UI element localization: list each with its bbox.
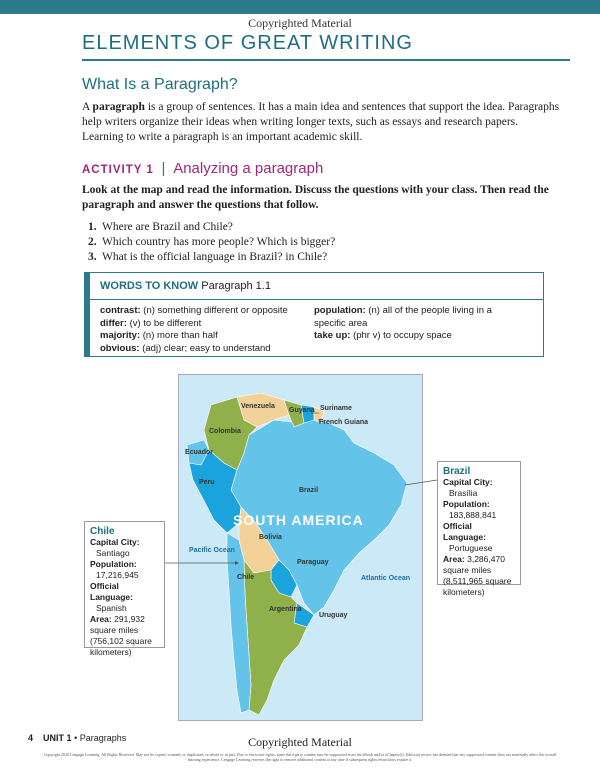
activity-title: Analyzing a paragraph — [173, 160, 324, 177]
vocab-word: take up: — [314, 330, 351, 341]
vocab-def: (v) to be different — [129, 317, 202, 329]
label-suriname: Suriname — [320, 405, 352, 412]
label-atlantic-ocean: Atlantic Ocean — [361, 575, 411, 582]
brazil-connector-line — [405, 480, 437, 485]
question-text: Where are Brazil and Chile? — [102, 221, 233, 233]
question-text: Which country has more people? Which is bigger? — [102, 236, 336, 248]
chile-population-label: Population: — [90, 559, 137, 569]
brazil-capital-label: Capital City: — [443, 477, 493, 487]
section-title: What Is a Paragraph? — [82, 76, 238, 93]
unit-label: UNIT 1 — [43, 733, 72, 743]
vocab-word: contrast: — [100, 305, 141, 316]
label-bolivia: Bolivia — [259, 534, 282, 541]
label-paraguay: Paraguay — [297, 559, 329, 566]
label-brazil: Brazil — [299, 487, 319, 494]
label-colombia: Colombia — [209, 428, 241, 435]
label-uruguay: Uruguay — [319, 612, 348, 619]
brazil-language-label: Official Language: — [443, 521, 486, 542]
brazil-area-label: Area: — [443, 554, 465, 564]
label-peru: Peru — [199, 479, 215, 486]
label-ecuador: Ecuador — [185, 449, 214, 456]
copyright-watermark-top: Copyrighted Material — [248, 16, 352, 30]
chile-area-row — [90, 614, 159, 658]
vocab-def: (adj) clear; easy to understand — [142, 342, 271, 354]
label-chile: Chile — [237, 574, 255, 581]
words-to-know-title: WORDS TO KNOW — [100, 280, 199, 292]
unit-topic: Paragraphs — [79, 733, 127, 743]
question-number: 2. — [88, 236, 97, 248]
vocab-def: (phr v) to occupy space — [353, 330, 452, 341]
chile-capital: Santiago — [96, 548, 130, 558]
footer-bullet: • — [74, 733, 78, 743]
words-to-know-ref: Paragraph 1.1 — [201, 280, 271, 292]
activity-separator: | — [161, 160, 166, 177]
question-number: 1. — [88, 221, 97, 233]
map-title: SOUTH AMERICA — [233, 512, 364, 528]
chile-info-box — [84, 521, 165, 657]
chile-language-label: Official Language: — [90, 581, 133, 602]
chile-language: Spanish — [96, 603, 127, 613]
brazil-language: Portuguese — [449, 543, 493, 553]
brazil-population-label: Population: — [443, 499, 490, 509]
intro-term: paragraph — [92, 101, 145, 113]
brazil-capital: Brasília — [449, 488, 478, 498]
intro-after: is a group of sentences. It has a main idea and sentences that support the idea. Paragraphs help writers organize their ideas when writing longer texts, such as essays and research papers. Learning to write a paragraph is an important academic skill. — [82, 101, 560, 143]
vocab-def: (n) more than half — [142, 330, 218, 341]
intro-before: A — [82, 101, 93, 113]
question-number: 3. — [88, 251, 97, 263]
brazil-area: 3,286,470 square miles (8,511,965 square kilometers) — [443, 554, 512, 597]
label-french-guiana: French Guiana — [319, 419, 369, 426]
label-guyana: Guyana — [289, 407, 315, 414]
vocab-word: differ: — [100, 317, 127, 329]
vocab-word: population: — [314, 305, 366, 316]
copyright-watermark-bottom: Copyrighted Material — [248, 735, 352, 749]
brazil-name: Brazil — [443, 466, 471, 477]
label-pacific-ocean: Pacific Ocean — [189, 547, 235, 554]
chile-connector-arrow — [235, 561, 239, 565]
chile-area: 291,932 square miles (756,102 square kilometers) — [90, 614, 152, 657]
activity-instructions: Look at the map and read the information. Discuss the questions with your class. Then read the paragraph and answer the questions that follow. — [82, 184, 549, 211]
chile-population: 17,216,945 — [96, 570, 139, 580]
label-venezuela: Venezuela — [241, 403, 275, 410]
vocab-def: (n) all of the people living in a specific area — [314, 305, 492, 329]
brazil-info-box — [437, 461, 521, 597]
chile-capital-label: Capital City: — [90, 537, 140, 547]
legal-notice: Copyright 2020 Cengage Learning. All Rights Reserved. May not be copied, scanned, or duplicated, in whole or in part. Due to electronic rights, some third party content may be suppressed from the eBook and/or eChapter(s). Editorial review has deemed that any suppressed content does not materially affect the overall learning experience. Cengage Learning reserves the right to remove additional content at any time if subsequent rights restrictions require it. — [43, 752, 557, 762]
page-number: 4 — [28, 733, 34, 743]
chapter-title: ELEMENTS OF GREAT WRITING — [82, 32, 413, 54]
label-argentina: Argentina — [269, 606, 302, 613]
chile-area-label: Area: — [90, 614, 112, 624]
vocab-word: majority: — [100, 330, 141, 341]
vocab-def: (n) something different or opposite — [143, 305, 288, 316]
brazil-population: 183,888,841 — [449, 510, 497, 520]
activity-label: ACTIVITY 1 — [82, 164, 154, 176]
vocab-word: obvious: — [100, 342, 140, 354]
chile-name: Chile — [90, 526, 115, 537]
question-text: What is the official language in Brazil? in Chile? — [102, 251, 328, 263]
brazil-area-row — [443, 554, 515, 598]
